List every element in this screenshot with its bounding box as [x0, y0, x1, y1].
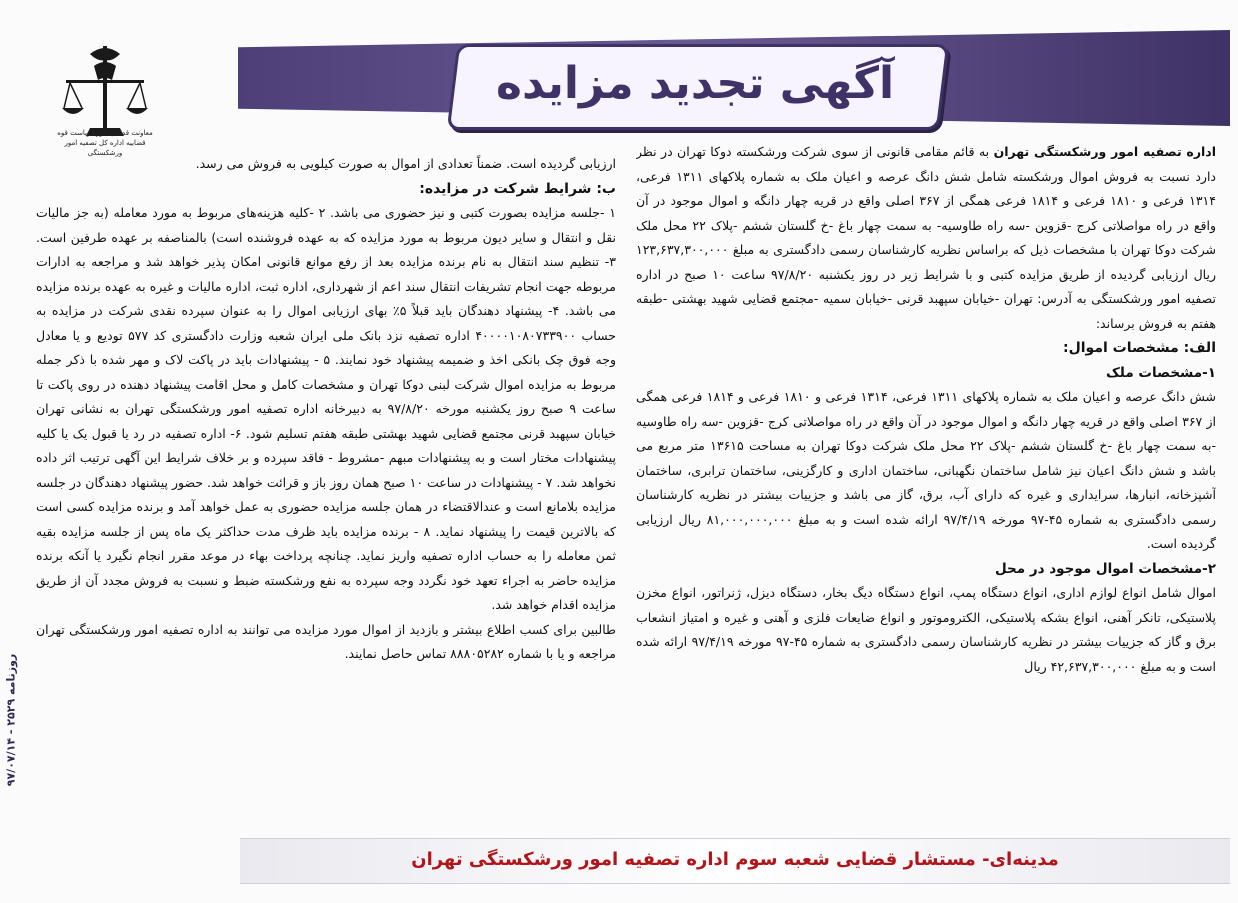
section-a-title: الف: مشخصات اموال: — [1063, 340, 1216, 356]
side-date-text: روزنامه ۲۵۲۹ - ۹۷/۰۷/۱۴ — [4, 653, 18, 787]
section-b-title: ب: شرایط شرکت در مزایده: — [419, 180, 616, 197]
right-column — [636, 140, 1216, 835]
intro-paragraph — [636, 140, 1216, 336]
item1-title: ۱-مشخصات ملک — [1105, 364, 1216, 381]
item1-body: شش دانگ عرصه و اعیان ملک به شماره پلاکهای ۱۳۱۱ فرعی، ۱۳۱۴ فرعی و ۱۸۱۰ فرعی و ۱۸۱۴ فرعی همگی از ۳۶۷ اصلی واقع در قریه چهار دانگه و اموال موجود در آن واقع در راه مواصلاتی کرج -قزوین -سه راه طاوسیه -به سمت چهار باغ -خ گلستان ششم -پلاک ۲۲ محل ملک شرکت دوکا تهران به مساحت ۱۳۶۱۵ متر مربع می باشد و شش دانگ اعیان نیز شامل ساختمان نگهبانی، ساختمان اداری و کارگزینی، ساختمان ترابری، ساختمان آشپزخانه، انبارها، سرایداری و غیره که دارای آب، برق، گاز می باشد و جزییات بیشتر در نظریه کارشناسان رسمی دادگستری به شماره ۴۵-۹۷ مورخه ۹۷/۴/۱۹ ارائه شده است و به مبلغ ۸۱,۰۰۰,۰۰۰,۰۰۰ ریال ارزیابی گردیده است. — [636, 389, 1216, 551]
item2-body: اموال شامل انواع لوازم اداری، انواع دستگاه پمپ، انواع دستگاه دیگ بخار، دستگاه دیزل، ژنراتور، انواع مخزن پلاستیکی، تانکر آهنی، انواع بشکه پلاستیکی، الکتروموتور و انواع ضایعات فلزی و آهنی و غیره و امتیاز انشعاب برق و گاز که جزییات بیشتر در نظریه کارشناسان رسمی دادگستری به شماره ۴۵-۹۷ مورخه ۹۷/۴/۱۹ ارائه شده است و به مبلغ ۴۲,۶۳۷,۳۰۰,۰۰۰ ریال — [636, 585, 1216, 674]
emblem-caption: معاونت قضایی حوزه ریاست قوه قضاییه اداره کل تصفیه امور ورشکستگی — [57, 129, 153, 157]
conditions-body: ۱ -جلسه مزایده بصورت کتبی و نیز حضوری می باشد. ۲ -کلیه هزینه‌های مربوط به مورد معامله (به جز مالیات نقل و انتقال و سایر دیون مربوط به مورد مزایده که به عهده فروشنده است) بالمناصفه بر عهده طرفین است. ۳- تنظیم سند انتقال به نام برنده مزایده بعد از رفع موانع قانونی امکان پذیر خواهد شد و مراجعه به ادارات مربوطه جهت انجام تشریفات انتقال سند اعم از شهرداری، اداره ثبت، اداره مالیات و غیره به عهده برنده مزایده می باشد. ۴- پیشنهاد دهندگان باید قبلاً ۵٪ بهای ارزیابی اموال را به عنوان سپرده نقدی شرکت در مزایده به حساب ۴۰۰۰۰۱۰۸۰۷۳۳۹۰۰ اداره تصفیه نزد بانک ملی ایران شعبه وزارت دادگستری کد ۵۷۷ تودیع و یا معادل وجه فوق چک بانکی اخذ و ضمیمه پیشنهاد خود نمایند. ۵ - پیشنهادات باید در پاکت لاک و مهر شده با ذکر جمله مربوط به مزایده اموال شرکت لبنی دوکا تهران و مشخصات کامل و محل اقامت پیشنهاد دهنده در روی پاکت تا ساعت ۹ صبح روز یکشنبه مورخه ۹۷/۸/۲۰ به دبیرخانه اداره تصفیه امور ورشکستگی تهران به نشانی تهران خیابان سپهبد قرنی مجتمع قضایی شهید بهشتی طبقه هفتم تسلیم شود. ۶- اداره تصفیه در رد یا قبول یک یا کلیه پیشنهادات مختار است و به پیشنهادات مبهم -مشروط - فاقد سپرده و بر خلاف شرایط این آگهی ترتیب اثر داده نخواهد شد. ۷ - پیشنهادات در ساعت ۱۰ صبح همان روز باز و قرائت خواهد شد. حضور پیشنهاد دهندگان در جلسه مزایده بلامانع است و عندالاقتضاء در همان جلسه مزایده حضوری به عمل خواهد آمد و برنده مزایده کسی است که بالاترین قیمت را پیشنهاد نماید. ۸ - برنده مزایده باید ظرف مدت حداکثر یک ماه پس از جلسه مزایده بقیه ثمن معامله را به حساب اداره تصفیه واریز نماید. چنانچه پرداخت بهاء در موعد مقرر انجام نگیرد یا آنکه برنده مزایده حاضر به اجراء تعهد خود نگردد وجه سپرده به نفع ورشکسته ضبط و نسبت به فروش مجدد آن از طریق مزایده اقدام خواهد شد. — [36, 205, 616, 612]
continuation-text: ارزیابی گردیده است. ضمناً تعدادی از اموال به صورت کیلویی به فروش می رسد. — [195, 156, 616, 171]
side-date-stamp — [0, 560, 22, 880]
intro-body: به قائم مقامی قانونی از سوی شرکت ورشکسته دوکا تهران در نظر دارد نسبت به فروش اموال ورشکسته شامل شش دانگ عرصه و اعیان ملک به شماره پلاکهای ۱۳۱۱ فرعی، ۱۳۱۴ فرعی و ۱۸۱۰ فرعی و ۱۸۱۴ فرعی همگی از ۳۶۷ اصلی واقع در قریه چهار دانگه و اموال موجود در آن واقع در راه مواصلاتی کرج -قزوین -سه راه طاوسیه- به سمت چهار باغ -خ گلستان ششم -پلاک ۲۲ محل ملک شرکت دوکا تهران با مشخصات ذیل که براساس نظریه کارشناسان رسمی دادگستری به مبلغ ۱۲۳,۶۳۷,۳۰۰,۰۰۰ ریال ارزیابی گردیده از طریق مزایده کتبی و با شرایط زیر در روز یکشنبه ۹۷/۸/۲۰ ساعت ۱۰ صبح در اداره تصفیه امور ورشکستگی به آدرس: تهران -خیابان سپهبد قرنی -خیابان سمیه -مجتمع قضایی شهید بهشتی -طبقه هفتم به فروش برساند: — [636, 144, 1216, 331]
left-column — [36, 152, 616, 834]
notice-title: آگهی تجدید مزایده — [495, 58, 895, 109]
item2-title: ۲-مشخصات اموال موجود در محل — [995, 560, 1216, 577]
footer-signature: مدینه‌ای- مستشار قضایی شعبه سوم اداره تصفیه امور ورشکستگی تهران — [411, 849, 1059, 870]
contact-body: طالبین برای کسب اطلاع بیشتر و بازدید از اموال مورد مزایده می توانند به اداره تصفیه امور ورشکستگی تهران مراجعه و یا با شماره ۸۸۸۰۵۲۸۲ تماس حاصل نمایند. — [36, 621, 616, 661]
intro-lead: اداره تصفیه امور ورشکستگی تهران — [993, 144, 1216, 159]
